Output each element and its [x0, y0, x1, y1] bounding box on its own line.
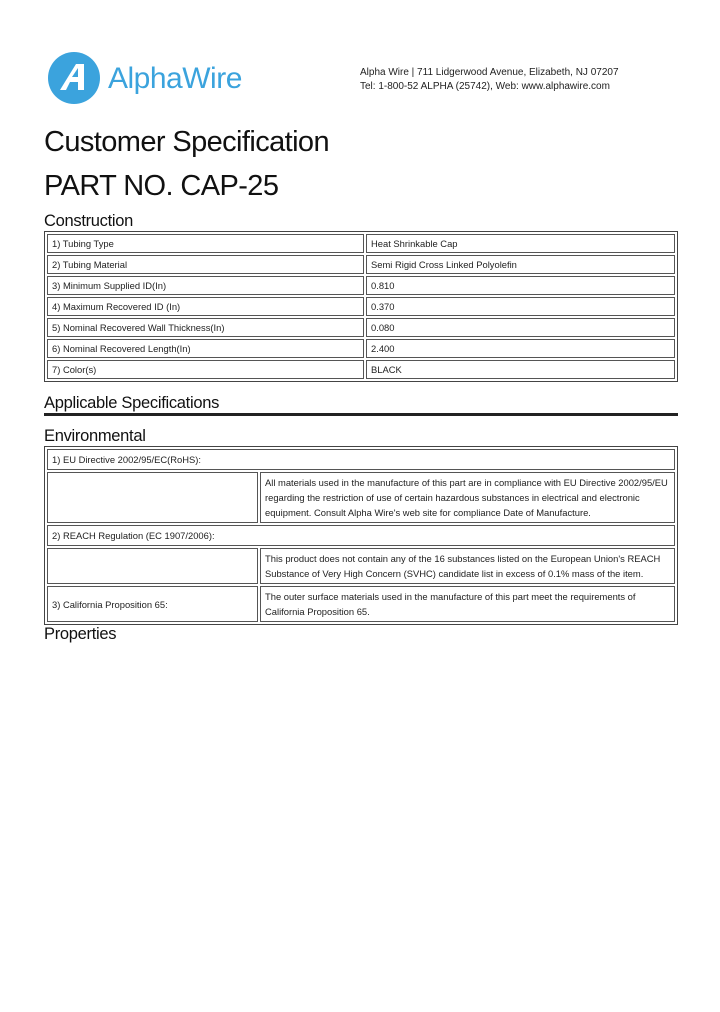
environmental-heading: Environmental [44, 427, 146, 445]
row-label: 4) Maximum Recovered ID (In) [47, 297, 364, 316]
brand-name: AlphaWire [108, 62, 242, 95]
applicable-specifications-heading: Applicable Specifications [44, 394, 220, 412]
table-row [47, 318, 675, 337]
part-number: PART NO. CAP-25 [44, 170, 279, 202]
row-value: BLACK [366, 360, 675, 379]
environmental-table [44, 446, 678, 625]
table-row [47, 449, 675, 470]
row-label: 2) Tubing Material [47, 255, 364, 274]
contact-address: Alpha Wire | 711 Lidgerwood Avenue, Elizabeth, NJ 07207 [360, 67, 619, 78]
empty-cell [47, 472, 258, 523]
table-row [47, 276, 675, 295]
construction-heading: Construction [44, 212, 134, 230]
page-title: Customer Specification [44, 126, 329, 158]
table-row [47, 548, 675, 584]
prop65-text: The outer surface materials used in the manufacture of this part meet the requirements of California Proposition 65. [260, 586, 675, 622]
construction-table [44, 231, 678, 382]
contact-phone-web: Tel: 1-800-52 ALPHA (25742), Web: www.alphawire.com [360, 81, 610, 92]
row-value: 2.400 [366, 339, 675, 358]
row-value: 0.080 [366, 318, 675, 337]
rohs-text: All materials used in the manufacture of this part are in compliance with EU Directive 2002/95/EU regarding the restriction of use of certain hazardous substances in electrical and electronic equipment. Consult Alpha Wire's web site for compliance Date of Manufacture. [260, 472, 675, 523]
row-value: Semi Rigid Cross Linked Polyolefin [366, 255, 675, 274]
table-row [47, 339, 675, 358]
brand-logo [46, 50, 256, 106]
contact-info [360, 66, 619, 94]
table-row [47, 586, 675, 622]
table-row [47, 234, 675, 253]
section-divider [44, 413, 678, 416]
row-value: 0.810 [366, 276, 675, 295]
prop65-label: 3) California Proposition 65: [47, 586, 258, 622]
row-value: 0.370 [366, 297, 675, 316]
reach-label: 2) REACH Regulation (EC 1907/2006): [47, 525, 675, 546]
row-label: 5) Nominal Recovered Wall Thickness(In) [47, 318, 364, 337]
properties-heading: Properties [44, 625, 117, 643]
rohs-label: 1) EU Directive 2002/95/EC(RoHS): [47, 449, 675, 470]
empty-cell [47, 548, 258, 584]
table-row [47, 360, 675, 379]
reach-text: This product does not contain any of the 16 substances listed on the European Union's REACH Substance of Very High Concern (SVHC) candidate list in excess of 0.1% mass of the item. [260, 548, 675, 584]
row-label: 3) Minimum Supplied ID(In) [47, 276, 364, 295]
alphawire-logo-icon [46, 50, 102, 106]
table-row [47, 525, 675, 546]
table-row [47, 255, 675, 274]
table-row [47, 297, 675, 316]
row-value: Heat Shrinkable Cap [366, 234, 675, 253]
table-row [47, 472, 675, 523]
row-label: 1) Tubing Type [47, 234, 364, 253]
row-label: 7) Color(s) [47, 360, 364, 379]
row-label: 6) Nominal Recovered Length(In) [47, 339, 364, 358]
